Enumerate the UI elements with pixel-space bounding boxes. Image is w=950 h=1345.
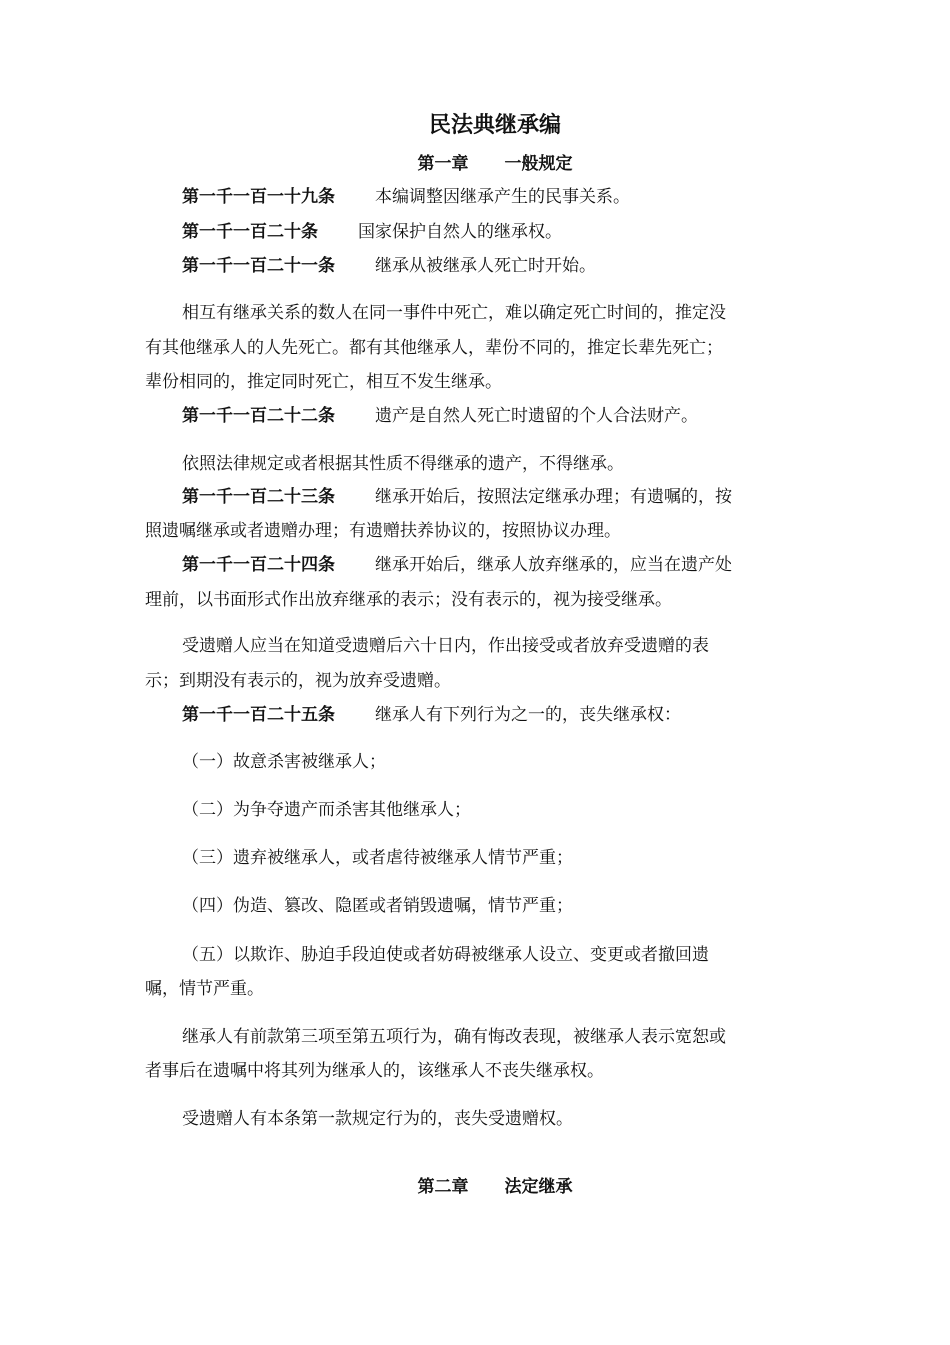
paragraph-line: 照遗嘱继承或者遗赠办理；有遗赠扶养协议的，按照协议办理。 [145, 521, 621, 541]
article-text: 本编调整因继承产生的民事关系。 [375, 187, 630, 207]
list-item: （五）以欺诈、胁迫手段迫使或者妨碍被继承人设立、变更或者撤回遗 [182, 945, 709, 965]
article-1120 [182, 219, 805, 245]
article-label: 第一千一百二十一条 [182, 256, 335, 276]
paragraph-line: 有其他继承人的人先死亡。都有其他继承人，辈份不同的，推定长辈先死亡； [145, 338, 723, 358]
chapter-name: 法定继承 [504, 1177, 573, 1197]
list-item: （三）遗弃被继承人，或者虐待被继承人情节严重； [182, 848, 573, 868]
article-text: 继承开始后，继承人放弃继承的，应当在遗产处 [375, 555, 732, 575]
paragraph-line: 示；到期没有表示的，视为放弃受遗赠。 [145, 671, 451, 691]
paragraph-line: 受遗赠人有本条第一款规定行为的，丧失受遗赠权。 [182, 1109, 573, 1129]
paragraph-line: 者事后在遗嘱中将其列为继承人的，该继承人不丧失继承权。 [145, 1061, 604, 1081]
article-1124 [182, 552, 805, 578]
paragraph-line: 理前，以书面形式作出放弃继承的表示；没有表示的，视为接受继承。 [145, 590, 672, 610]
article-text: 国家保护自然人的继承权。 [358, 222, 562, 242]
paragraph-line: 嘱，情节严重。 [145, 979, 264, 999]
article-label: 第一千一百一十九条 [182, 187, 335, 207]
article-text: 遗产是自然人死亡时遗留的个人合法财产。 [375, 406, 698, 426]
paragraph-line: 继承人有前款第三项至第五项行为，确有悔改表现，被继承人表示宽恕或 [182, 1027, 726, 1047]
article-text: 继承开始后，按照法定继承办理；有遗嘱的，按 [375, 487, 732, 507]
paragraph-line: 辈份相同的，推定同时死亡，相互不发生继承。 [145, 372, 502, 392]
article-text: 继承从被继承人死亡时开始。 [375, 256, 596, 276]
paragraph-line: 依照法律规定或者根据其性质不得继承的遗产，不得继承。 [182, 454, 624, 474]
article-label: 第一千一百二十三条 [182, 487, 335, 507]
chapter-name: 一般规定 [504, 154, 573, 174]
article-1125 [182, 702, 805, 728]
article-label: 第一千一百二十五条 [182, 705, 335, 725]
chapter-number: 第二章 [417, 1177, 469, 1197]
article-label: 第一千一百二十二条 [182, 406, 335, 426]
article-label: 第一千一百二十条 [182, 222, 318, 242]
article-text: 继承人有下列行为之一的，丧失继承权： [375, 705, 681, 725]
list-item: （四）伪造、篡改、隐匿或者销毁遗嘱，情节严重； [182, 896, 573, 916]
article-1119 [182, 184, 805, 210]
chapter-number: 第一章 [417, 154, 469, 174]
article-1123 [182, 484, 805, 510]
article-1122 [182, 403, 805, 429]
list-item: （一）故意杀害被继承人； [182, 752, 386, 772]
chapter-heading [0, 151, 950, 177]
paragraph-line: 相互有继承关系的数人在同一事件中死亡，难以确定死亡时间的，推定没 [182, 303, 726, 323]
chapter-heading [0, 1174, 950, 1200]
paragraph-line: 受遗赠人应当在知道受遗赠后六十日内，作出接受或者放弃受遗赠的表 [182, 636, 709, 656]
document-title: 民法典继承编 [428, 113, 561, 138]
article-1121 [182, 253, 805, 279]
list-item: （二）为争夺遗产而杀害其他继承人； [182, 800, 471, 820]
article-label: 第一千一百二十四条 [182, 555, 335, 575]
